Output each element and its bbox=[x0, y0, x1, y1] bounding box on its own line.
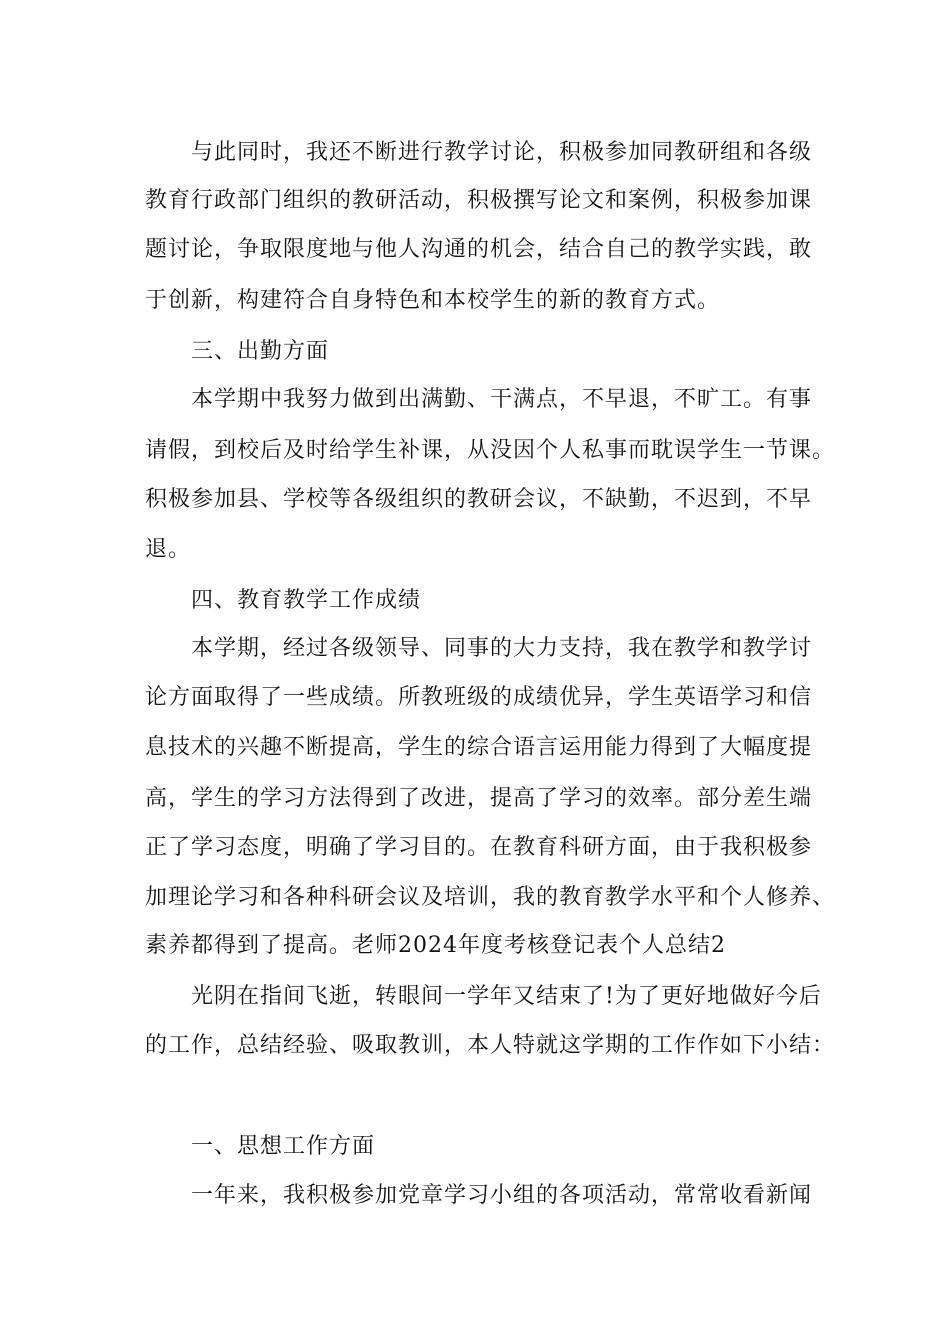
paragraph-line: 于创新，构建符合自身特色和本校学生的新的教育方式。 bbox=[145, 288, 721, 313]
paragraph-line: 的工作，总结经验、吸取教训，本人特就这学期的工作作如下小结： bbox=[145, 1033, 836, 1058]
paragraph-line: 积极参加县、学校等各级组织的教研会议，不缺勤，不迟到，不早 bbox=[145, 487, 813, 512]
paragraph-line: 题讨论，争取限度地与他人沟通的机会，结合自己的教学实践，敢 bbox=[145, 237, 813, 262]
paragraph-line: 高，学生的学习方法得到了改进，提高了学习的效率。部分差生端 bbox=[145, 786, 813, 811]
paragraph-line: 加理论学习和各种科研会议及培训，我的教育教学水平和个人修养、 bbox=[145, 885, 836, 910]
paragraph-line: 教育行政部门组织的教研活动，积极撰写论文和案例，积极参加课 bbox=[145, 188, 813, 213]
paragraph-line: 退。 bbox=[145, 537, 192, 562]
paragraph-line: 论方面取得了一些成绩。所教班级的成绩优异，学生英语学习和信 bbox=[145, 685, 813, 710]
paragraph-line: 本学期，经过各级领导、同事的大力支持，我在教学和教学讨 bbox=[191, 636, 813, 661]
paragraph-line: 光阴在指间飞逝，转眼间一学年又结束了!为了更好地做好今后 bbox=[191, 984, 822, 1009]
paragraph-line: 息技术的兴趣不断提高，学生的综合语言运用能力得到了大幅度提 bbox=[145, 735, 813, 760]
paragraph-line: 一年来，我积极参加党章学习小组的各项活动，常常收看新闻 bbox=[191, 1183, 813, 1208]
section-heading: 一、思想工作方面 bbox=[191, 1134, 376, 1159]
paragraph-line: 素养都得到了提高。老师2024年度考核登记表个人总结2 bbox=[145, 933, 726, 958]
paragraph-line: 正了学习态度，明确了学习目的。在教育科研方面，由于我积极参 bbox=[145, 835, 813, 860]
paragraph-line: 与此同时，我还不断进行教学讨论，积极参加同教研组和各级 bbox=[191, 140, 813, 165]
section-heading: 四、教育教学工作成绩 bbox=[191, 588, 422, 613]
paragraph-line: 本学期中我努力做到出满勤、干满点，不早退，不旷工。有事 bbox=[191, 387, 813, 412]
section-heading: 三、出勤方面 bbox=[191, 339, 330, 364]
paragraph-line: 请假，到校后及时给学生补课，从没因个人私事而耽误学生一节课。 bbox=[145, 438, 836, 463]
